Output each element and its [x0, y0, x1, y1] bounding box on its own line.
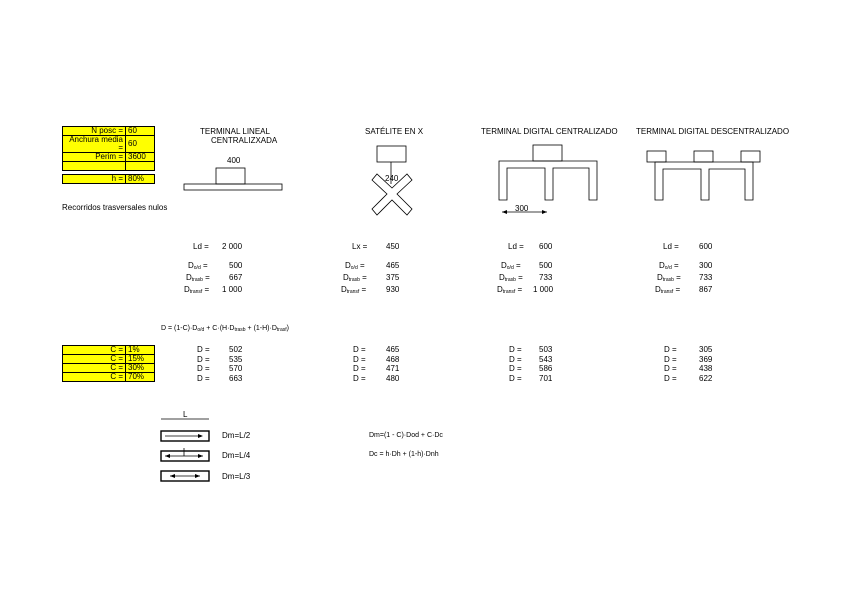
- d-value: 733: [539, 273, 553, 282]
- legend-box-label-3: Dm=L/3: [222, 472, 251, 481]
- result-value: 438: [699, 364, 713, 373]
- result-eq-label: D =: [509, 345, 522, 354]
- arrow-head-right: [542, 210, 547, 214]
- d-label: $D_{trasb}$ =: [657, 273, 681, 283]
- d-value: 733: [699, 273, 713, 282]
- result-eq-label: D =: [664, 374, 677, 383]
- result-value: 503: [539, 345, 553, 354]
- dim-240: 240: [385, 174, 399, 183]
- d-label: $D_{trasb}$ =: [343, 273, 367, 283]
- d-label: $D_{o/d}$ =: [345, 261, 365, 271]
- result-eq-label: D =: [197, 374, 210, 383]
- satelite-terminal-box: [377, 146, 406, 162]
- d-value: 500: [229, 261, 243, 270]
- lineal-terminal-box: [216, 168, 245, 184]
- arrow-head-left: [502, 210, 507, 214]
- descentralizado-box-2: [694, 151, 713, 162]
- d-label: $D_{transf}$ =: [497, 285, 523, 295]
- result-eq-label: D =: [197, 345, 210, 354]
- d-label: $D_{trasb}$ =: [499, 273, 523, 283]
- result-value: 465: [386, 345, 400, 354]
- descentralizado-box-3: [741, 151, 760, 162]
- result-value: 701: [539, 374, 553, 383]
- param-value[interactable]: 60: [126, 127, 155, 136]
- result-value: 468: [386, 355, 400, 364]
- d-label: $D_{o/d}$ =: [188, 261, 208, 271]
- note-text: Recorridos trasversales nulos: [62, 203, 168, 212]
- result-eq-label: D =: [509, 374, 522, 383]
- param-value[interactable]: 3600: [126, 153, 155, 162]
- d-value: 1 000: [222, 285, 243, 294]
- c-label: C =: [63, 364, 126, 373]
- arrow-head: [170, 474, 175, 478]
- title-lineal-2: CENTRALIZXADA: [211, 136, 278, 145]
- l-value-0: 2 000: [222, 242, 243, 251]
- d-value: 1 000: [533, 285, 554, 294]
- title-digital-centralizado: TERMINAL DIGITAL CENTRALIZADO: [481, 127, 618, 136]
- l-value-2: 600: [539, 242, 553, 251]
- lineal-platform: [184, 184, 282, 190]
- param-label: Perim =: [63, 153, 126, 162]
- d-value: 930: [386, 285, 400, 294]
- result-eq-label: D =: [509, 364, 522, 373]
- l-label-1: Lx =: [352, 242, 368, 251]
- d-value: 867: [699, 285, 713, 294]
- result-eq-label: D =: [353, 374, 366, 383]
- c-row: [63, 373, 155, 382]
- result-eq-label: D =: [664, 355, 677, 364]
- legend-eq-1: Dm=(1 - C)·Dod + C·Dc: [369, 432, 443, 439]
- arrow-head: [198, 454, 203, 458]
- d-label: $D_{transf}$ =: [341, 285, 367, 295]
- arrow-head: [195, 474, 200, 478]
- l-label-0: Ld =: [193, 242, 209, 251]
- c-label: C =: [63, 355, 126, 364]
- l-value-1: 450: [386, 242, 400, 251]
- result-value: 586: [539, 364, 553, 373]
- arrow-head: [198, 434, 203, 438]
- title-digital-descentralizado: TERMINAL DIGITAL DESCENTRALIZADO: [636, 127, 790, 136]
- arrow-head: [165, 454, 170, 458]
- d-label: $D_{trasb}$ =: [186, 273, 210, 283]
- d-value: 465: [386, 261, 400, 270]
- title-satelite: SATÉLITE EN X: [365, 127, 424, 136]
- main-formula: $D = (1-C)\cdot D_{o/d} + C\cdot(H\cdot D_{trasb} + (1-H)\cdot D_{trasf})$: [161, 325, 289, 333]
- c-value[interactable]: 70%: [126, 373, 155, 382]
- l-label-3: Ld =: [663, 242, 679, 251]
- legend-box-label-2: Dm=L/4: [222, 451, 251, 460]
- result-eq-label: D =: [353, 364, 366, 373]
- d-value: 375: [386, 273, 400, 282]
- d-value: 667: [229, 273, 243, 282]
- d-label: $D_{o/d}$ =: [501, 261, 521, 271]
- descentralizado-comb: [655, 162, 753, 200]
- result-value: 369: [699, 355, 713, 364]
- c-value[interactable]: 15%: [126, 355, 155, 364]
- legend-l-label: L: [183, 410, 188, 419]
- result-value: 622: [699, 374, 713, 383]
- centralizado-terminal-box: [533, 145, 562, 161]
- d-label: $D_{transf}$ =: [655, 285, 681, 295]
- c-label: C =: [63, 346, 126, 355]
- d-label: $D_{o/d}$ =: [659, 261, 679, 271]
- result-value: 543: [539, 355, 553, 364]
- result-eq-label: D =: [353, 345, 366, 354]
- centralizado-comb: [499, 161, 597, 200]
- d-value: 300: [699, 261, 713, 270]
- result-value: 502: [229, 345, 243, 354]
- result-eq-label: D =: [197, 355, 210, 364]
- result-value: 480: [386, 374, 400, 383]
- descentralizado-box-1: [647, 151, 666, 162]
- result-eq-label: D =: [664, 364, 677, 373]
- l-label-2: Ld =: [508, 242, 524, 251]
- param-label: N posc =: [63, 127, 126, 136]
- dim-400: 400: [227, 156, 241, 165]
- result-eq-label: D =: [197, 364, 210, 373]
- h-label: h =: [63, 175, 126, 184]
- result-value: 663: [229, 374, 243, 383]
- result-value: 570: [229, 364, 243, 373]
- result-value: 305: [699, 345, 713, 354]
- param-value[interactable]: 60: [126, 136, 155, 153]
- dim-300: 300: [515, 204, 529, 213]
- result-value: 471: [386, 364, 400, 373]
- c-label: C =: [63, 373, 126, 382]
- d-label: $D_{transf}$ =: [184, 285, 210, 295]
- h-value[interactable]: 80%: [126, 175, 155, 184]
- l-value-3: 600: [699, 242, 713, 251]
- legend-eq-2: Dc = h·Dh + (1-h)·Dnh: [369, 451, 439, 458]
- c-table: [62, 345, 155, 382]
- result-eq-label: D =: [509, 355, 522, 364]
- result-eq-label: D =: [353, 355, 366, 364]
- result-value: 535: [229, 355, 243, 364]
- c-value[interactable]: 30%: [126, 364, 155, 373]
- c-value[interactable]: 1%: [126, 346, 155, 355]
- legend-box-label-1: Dm=L/2: [222, 431, 251, 440]
- result-eq-label: D =: [664, 345, 677, 354]
- param-label: Anchura media =: [63, 136, 126, 153]
- d-value: 500: [539, 261, 553, 270]
- title-lineal: TERMINAL LINEAL: [200, 127, 270, 136]
